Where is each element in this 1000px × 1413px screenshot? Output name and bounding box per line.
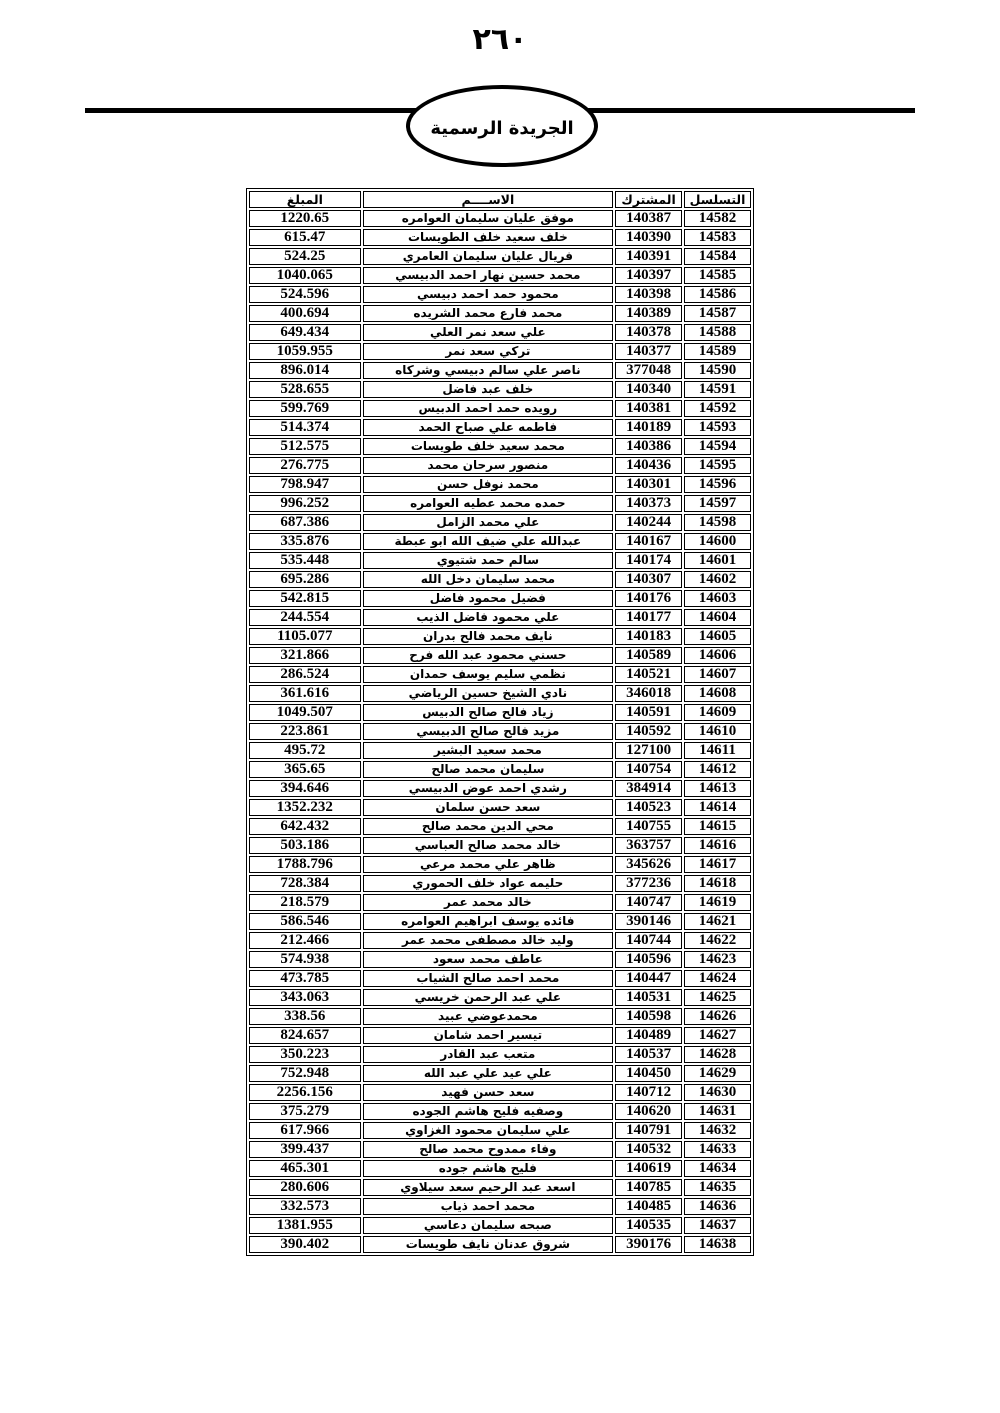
table-row (249, 742, 751, 759)
cell-subscriber: 140176 (615, 590, 682, 607)
cell-serial: 14596 (684, 476, 751, 493)
cell-serial: 14619 (684, 894, 751, 911)
cell-name: موفق عليان سليمان العوامره (363, 210, 613, 227)
cell-subscriber: 140391 (615, 248, 682, 265)
cell-serial: 14589 (684, 343, 751, 360)
cell-name: سليمان محمد صالح (363, 761, 613, 778)
cell-amount: 473.785 (249, 970, 361, 987)
cell-serial: 14633 (684, 1141, 751, 1158)
cell-name: تيسير احمد شامان (363, 1027, 613, 1044)
cell-amount: 1049.507 (249, 704, 361, 721)
cell-subscriber: 127100 (615, 742, 682, 759)
table-row (249, 1198, 751, 1215)
cell-subscriber: 140537 (615, 1046, 682, 1063)
cell-amount: 338.56 (249, 1008, 361, 1025)
table-row (249, 438, 751, 455)
cell-serial: 14611 (684, 742, 751, 759)
cell-name: رويده حمد احمد الدبيس (363, 400, 613, 417)
cell-subscriber: 140535 (615, 1217, 682, 1234)
cell-subscriber: 140523 (615, 799, 682, 816)
cell-subscriber: 346018 (615, 685, 682, 702)
cell-serial: 14609 (684, 704, 751, 721)
cell-amount: 649.434 (249, 324, 361, 341)
cell-subscriber: 140447 (615, 970, 682, 987)
cell-name: محمدعوضي عبيد (363, 1008, 613, 1025)
table-row (249, 1141, 751, 1158)
cell-name: علي عبد الرحمن خريسي (363, 989, 613, 1006)
cell-amount: 280.606 (249, 1179, 361, 1196)
cell-subscriber: 140754 (615, 761, 682, 778)
cell-serial: 14623 (684, 951, 751, 968)
cell-name: محمود حمد احمد دبيسي (363, 286, 613, 303)
cell-name: متعب عبد القادر (363, 1046, 613, 1063)
cell-amount: 332.573 (249, 1198, 361, 1215)
cell-name: مزيد فالح صالح الدبيسي (363, 723, 613, 740)
table-row (249, 761, 751, 778)
table-row (249, 400, 751, 417)
cell-amount: 375.279 (249, 1103, 361, 1120)
table-row (249, 837, 751, 854)
cell-subscriber: 363757 (615, 837, 682, 854)
table-row (249, 1103, 751, 1120)
table-body (249, 210, 751, 1253)
cell-serial: 14613 (684, 780, 751, 797)
cell-serial: 14630 (684, 1084, 751, 1101)
cell-amount: 503.186 (249, 837, 361, 854)
cell-serial: 14597 (684, 495, 751, 512)
cell-name: خالد محمد صالح العباسي (363, 837, 613, 854)
cell-name: منصور سرحان محمد (363, 457, 613, 474)
cell-subscriber: 140589 (615, 647, 682, 664)
cell-amount: 1059.955 (249, 343, 361, 360)
cell-serial: 14604 (684, 609, 751, 626)
cell-serial: 14582 (684, 210, 751, 227)
cell-subscriber: 140532 (615, 1141, 682, 1158)
cell-subscriber: 140189 (615, 419, 682, 436)
table-row (249, 495, 751, 512)
cell-amount: 1352.232 (249, 799, 361, 816)
cell-amount: 399.437 (249, 1141, 361, 1158)
col-header-serial: التسلسل (684, 191, 751, 208)
cell-serial: 14624 (684, 970, 751, 987)
table-row (249, 1008, 751, 1025)
cell-serial: 14593 (684, 419, 751, 436)
cell-name: محمد نوفل حسن (363, 476, 613, 493)
table-row (249, 685, 751, 702)
cell-name: محي الدين محمد صالح (363, 818, 613, 835)
cell-serial: 14603 (684, 590, 751, 607)
masthead-title: الجريدة الرسمية (430, 117, 574, 139)
table-row (249, 1236, 751, 1253)
cell-serial: 14618 (684, 875, 751, 892)
cell-subscriber: 140619 (615, 1160, 682, 1177)
cell-subscriber: 140747 (615, 894, 682, 911)
cell-serial: 14605 (684, 628, 751, 645)
cell-serial: 14590 (684, 362, 751, 379)
subscribers-table (246, 188, 754, 1256)
table-row (249, 210, 751, 227)
cell-amount: 824.657 (249, 1027, 361, 1044)
cell-name: فاطمه علي صباح الحمد (363, 419, 613, 436)
cell-amount: 223.861 (249, 723, 361, 740)
cell-serial: 14628 (684, 1046, 751, 1063)
cell-amount: 524.25 (249, 248, 361, 265)
table-row (249, 533, 751, 550)
cell-subscriber: 140387 (615, 210, 682, 227)
cell-amount: 286.524 (249, 666, 361, 683)
cell-subscriber: 377236 (615, 875, 682, 892)
cell-amount: 212.466 (249, 932, 361, 949)
cell-amount: 361.616 (249, 685, 361, 702)
cell-subscriber: 140591 (615, 704, 682, 721)
cell-name: حليمه عواد خلف الحموري (363, 875, 613, 892)
cell-subscriber: 140489 (615, 1027, 682, 1044)
cell-subscriber: 140620 (615, 1103, 682, 1120)
cell-subscriber: 140390 (615, 229, 682, 246)
cell-amount: 752.948 (249, 1065, 361, 1082)
cell-serial: 14625 (684, 989, 751, 1006)
table-row (249, 267, 751, 284)
col-header-subscriber: المشترك (615, 191, 682, 208)
table-row (249, 818, 751, 835)
cell-serial: 14637 (684, 1217, 751, 1234)
cell-name: رشدي احمد عوض الدبيسي (363, 780, 613, 797)
cell-amount: 394.646 (249, 780, 361, 797)
cell-subscriber: 140785 (615, 1179, 682, 1196)
cell-amount: 1220.65 (249, 210, 361, 227)
cell-subscriber: 140183 (615, 628, 682, 645)
cell-name: سعد حسن سلمان (363, 799, 613, 816)
cell-subscriber: 140373 (615, 495, 682, 512)
cell-name: فريال عليان سليمان العامري (363, 248, 613, 265)
cell-subscriber: 140755 (615, 818, 682, 835)
cell-serial: 14591 (684, 381, 751, 398)
cell-serial: 14629 (684, 1065, 751, 1082)
cell-amount: 321.866 (249, 647, 361, 664)
cell-serial: 14616 (684, 837, 751, 854)
cell-subscriber: 140398 (615, 286, 682, 303)
cell-subscriber: 140791 (615, 1122, 682, 1139)
table-row (249, 970, 751, 987)
cell-serial: 14614 (684, 799, 751, 816)
table-row (249, 305, 751, 322)
cell-subscriber: 390146 (615, 913, 682, 930)
table-row (249, 324, 751, 341)
cell-serial: 14587 (684, 305, 751, 322)
cell-amount: 1381.955 (249, 1217, 361, 1234)
table-header-row (249, 191, 751, 208)
cell-amount: 574.938 (249, 951, 361, 968)
table-row (249, 913, 751, 930)
cell-serial: 14608 (684, 685, 751, 702)
cell-name: سعد حسن فهيد (363, 1084, 613, 1101)
table-row (249, 875, 751, 892)
table-row (249, 780, 751, 797)
cell-serial: 14601 (684, 552, 751, 569)
cell-amount: 615.47 (249, 229, 361, 246)
cell-serial: 14606 (684, 647, 751, 664)
cell-name: محمد سليمان دخل الله (363, 571, 613, 588)
table-row (249, 552, 751, 569)
cell-name: ظاهر علي محمد مرعي (363, 856, 613, 873)
cell-serial: 14598 (684, 514, 751, 531)
cell-subscriber: 377048 (615, 362, 682, 379)
table-row (249, 989, 751, 1006)
cell-subscriber: 140744 (615, 932, 682, 949)
cell-subscriber: 140712 (615, 1084, 682, 1101)
cell-amount: 350.223 (249, 1046, 361, 1063)
cell-subscriber: 140521 (615, 666, 682, 683)
cell-amount: 642.432 (249, 818, 361, 835)
cell-serial: 14594 (684, 438, 751, 455)
cell-amount: 617.966 (249, 1122, 361, 1139)
cell-serial: 14586 (684, 286, 751, 303)
table-row (249, 286, 751, 303)
cell-amount: 514.374 (249, 419, 361, 436)
cell-serial: 14635 (684, 1179, 751, 1196)
cell-amount: 244.554 (249, 609, 361, 626)
cell-subscriber: 140397 (615, 267, 682, 284)
cell-amount: 495.72 (249, 742, 361, 759)
cell-amount: 695.286 (249, 571, 361, 588)
cell-amount: 335.876 (249, 533, 361, 550)
cell-serial: 14595 (684, 457, 751, 474)
cell-serial: 14612 (684, 761, 751, 778)
cell-name: خلف سعيد خلف الطويسات (363, 229, 613, 246)
cell-serial: 14622 (684, 932, 751, 949)
table-row (249, 1160, 751, 1177)
table-row (249, 1027, 751, 1044)
cell-name: سالم حمد شتيوي (363, 552, 613, 569)
table-row (249, 476, 751, 493)
cell-name: عبدالله علي ضيف الله ابو عبطة (363, 533, 613, 550)
table-row (249, 704, 751, 721)
cell-subscriber: 140598 (615, 1008, 682, 1025)
cell-amount: 2256.156 (249, 1084, 361, 1101)
table-row (249, 1217, 751, 1234)
cell-subscriber: 140307 (615, 571, 682, 588)
cell-amount: 400.694 (249, 305, 361, 322)
cell-amount: 1788.796 (249, 856, 361, 873)
cell-amount: 390.402 (249, 1236, 361, 1253)
table-row (249, 248, 751, 265)
cell-serial: 14617 (684, 856, 751, 873)
cell-amount: 365.65 (249, 761, 361, 778)
cell-amount: 1105.077 (249, 628, 361, 645)
cell-serial: 14602 (684, 571, 751, 588)
table-row (249, 1046, 751, 1063)
cell-name: محمد احمد ذياب (363, 1198, 613, 1215)
cell-serial: 14583 (684, 229, 751, 246)
cell-name: علي محمد الزامل (363, 514, 613, 531)
cell-name: محمد سعيد البشير (363, 742, 613, 759)
table-row (249, 1179, 751, 1196)
table-row (249, 571, 751, 588)
table-row (249, 1122, 751, 1139)
cell-name: علي سليمان محمود الغزاوي (363, 1122, 613, 1139)
cell-name: فائده يوسف ابراهيم العوامره (363, 913, 613, 930)
table-row (249, 362, 751, 379)
cell-name: محمد حسين نهار احمد الدبيسي (363, 267, 613, 284)
cell-subscriber: 140450 (615, 1065, 682, 1082)
cell-serial: 14626 (684, 1008, 751, 1025)
cell-name: علي سعد نمر العلي (363, 324, 613, 341)
table-row (249, 514, 751, 531)
cell-subscriber: 140244 (615, 514, 682, 531)
table-row (249, 799, 751, 816)
cell-name: نظمي سليم يوسف حمدان (363, 666, 613, 683)
cell-subscriber: 140436 (615, 457, 682, 474)
cell-subscriber: 140167 (615, 533, 682, 550)
cell-subscriber: 140378 (615, 324, 682, 341)
table-row (249, 666, 751, 683)
cell-amount: 528.655 (249, 381, 361, 398)
cell-name: وفاء ممدوح محمد صالح (363, 1141, 613, 1158)
cell-serial: 14636 (684, 1198, 751, 1215)
cell-name: اسعد عبد الرحيم سعد سيلاوي (363, 1179, 613, 1196)
cell-name: شروق عدنان نايف طويسات (363, 1236, 613, 1253)
cell-subscriber: 140592 (615, 723, 682, 740)
cell-amount: 276.775 (249, 457, 361, 474)
cell-subscriber: 384914 (615, 780, 682, 797)
cell-amount: 524.596 (249, 286, 361, 303)
cell-serial: 14638 (684, 1236, 751, 1253)
cell-serial: 14631 (684, 1103, 751, 1120)
cell-amount: 1040.065 (249, 267, 361, 284)
cell-name: وليد خالد مصطفى محمد عمر (363, 932, 613, 949)
cell-subscriber: 345626 (615, 856, 682, 873)
cell-name: نادي الشيخ حسين الرياضي (363, 685, 613, 702)
cell-subscriber: 140389 (615, 305, 682, 322)
cell-name: علي محمود فاضل الذيب (363, 609, 613, 626)
table-row (249, 590, 751, 607)
cell-amount: 343.063 (249, 989, 361, 1006)
cell-name: عاطف محمد سعود (363, 951, 613, 968)
cell-amount: 728.384 (249, 875, 361, 892)
cell-serial: 14632 (684, 1122, 751, 1139)
cell-serial: 14615 (684, 818, 751, 835)
cell-name: حمده محمد عطيه العوامره (363, 495, 613, 512)
table-row (249, 1084, 751, 1101)
cell-name: نايف محمد فالح بدران (363, 628, 613, 645)
cell-name: تركي سعد نمر (363, 343, 613, 360)
cell-amount: 542.815 (249, 590, 361, 607)
table-row (249, 343, 751, 360)
cell-subscriber: 140531 (615, 989, 682, 1006)
cell-name: وصفيه فليح هاشم الجوده (363, 1103, 613, 1120)
cell-name: زياد فالح صالح الدبيس (363, 704, 613, 721)
cell-serial: 14600 (684, 533, 751, 550)
table-row (249, 894, 751, 911)
cell-amount: 798.947 (249, 476, 361, 493)
cell-amount: 512.575 (249, 438, 361, 455)
cell-serial: 14634 (684, 1160, 751, 1177)
table-row (249, 229, 751, 246)
cell-name: محمد احمد صالح الشياب (363, 970, 613, 987)
cell-serial: 14584 (684, 248, 751, 265)
cell-serial: 14607 (684, 666, 751, 683)
cell-subscriber: 140596 (615, 951, 682, 968)
table-row (249, 419, 751, 436)
cell-name: فضيل محمود فاضل (363, 590, 613, 607)
cell-name: محمد سعيد خلف طويسات (363, 438, 613, 455)
cell-subscriber: 140485 (615, 1198, 682, 1215)
cell-amount: 586.546 (249, 913, 361, 930)
cell-amount: 687.386 (249, 514, 361, 531)
cell-amount: 996.252 (249, 495, 361, 512)
table-row (249, 951, 751, 968)
col-header-name: الاســــم (363, 191, 613, 208)
table-row (249, 1065, 751, 1082)
cell-name: حسني محمود عبد الله فرح (363, 647, 613, 664)
cell-name: علي عيد علي عبد الله (363, 1065, 613, 1082)
page-number: ٢٦٠ (472, 22, 528, 57)
cell-amount: 599.769 (249, 400, 361, 417)
cell-serial: 14621 (684, 913, 751, 930)
cell-serial: 14585 (684, 267, 751, 284)
cell-amount: 465.301 (249, 1160, 361, 1177)
cell-serial: 14610 (684, 723, 751, 740)
cell-serial: 14627 (684, 1027, 751, 1044)
cell-subscriber: 140381 (615, 400, 682, 417)
cell-subscriber: 140177 (615, 609, 682, 626)
cell-name: صبحه سليمان دعاسي (363, 1217, 613, 1234)
cell-name: محمد فارع محمد الشريده (363, 305, 613, 322)
cell-name: خلف عبد فاضل (363, 381, 613, 398)
cell-amount: 896.014 (249, 362, 361, 379)
cell-subscriber: 140377 (615, 343, 682, 360)
table-row (249, 856, 751, 873)
cell-subscriber: 140174 (615, 552, 682, 569)
cell-subscriber: 140386 (615, 438, 682, 455)
cell-serial: 14588 (684, 324, 751, 341)
cell-subscriber: 140301 (615, 476, 682, 493)
cell-amount: 535.448 (249, 552, 361, 569)
table-row (249, 628, 751, 645)
cell-subscriber: 140340 (615, 381, 682, 398)
cell-name: خالد محمد عمر (363, 894, 613, 911)
table-row (249, 723, 751, 740)
masthead-oval (406, 85, 598, 167)
table-row (249, 932, 751, 949)
cell-amount: 218.579 (249, 894, 361, 911)
cell-name: ناصر علي سالم دبيسي وشركاه (363, 362, 613, 379)
table-row (249, 647, 751, 664)
table-row (249, 381, 751, 398)
table-row (249, 457, 751, 474)
col-header-amount: المبلغ (249, 191, 361, 208)
cell-subscriber: 390176 (615, 1236, 682, 1253)
cell-serial: 14592 (684, 400, 751, 417)
cell-name: فليح هاشم جوده (363, 1160, 613, 1177)
table-row (249, 609, 751, 626)
